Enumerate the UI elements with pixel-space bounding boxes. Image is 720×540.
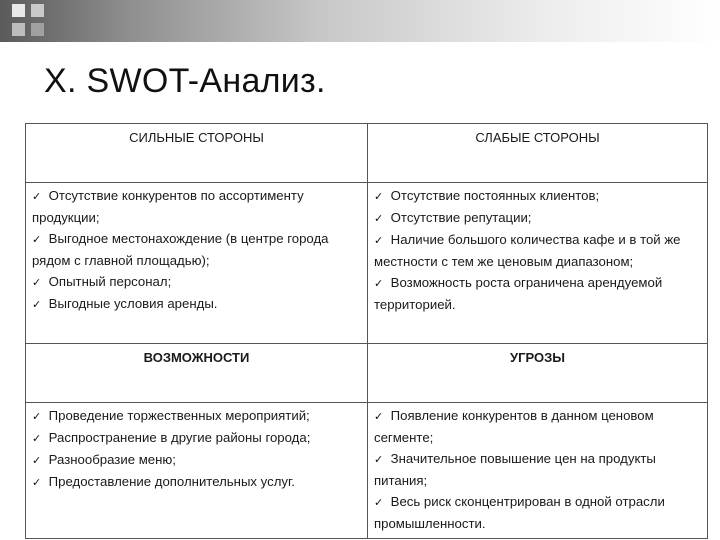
weaknesses-cell bbox=[368, 183, 708, 344]
weaknesses-header bbox=[368, 124, 708, 183]
strengths-header bbox=[26, 124, 368, 183]
list-item-text: Выгодные условия аренды. bbox=[45, 296, 218, 311]
opportunities-cell bbox=[26, 403, 368, 539]
list-item bbox=[32, 427, 363, 449]
check-icon: ✓ bbox=[374, 410, 384, 423]
list-item-text: Проведение торжественных мероприятий; bbox=[45, 408, 310, 423]
threats-list bbox=[374, 405, 703, 534]
check-icon: ✓ bbox=[374, 234, 384, 247]
opportunities-list bbox=[32, 405, 363, 493]
list-item-text: Отсутствие постоянных клиентов; bbox=[387, 188, 600, 203]
list-item bbox=[374, 491, 703, 534]
weaknesses-list bbox=[374, 185, 703, 315]
check-icon: ✓ bbox=[32, 190, 42, 203]
threats-header bbox=[368, 344, 708, 403]
check-icon: ✓ bbox=[374, 212, 384, 225]
check-icon: ✓ bbox=[32, 276, 42, 289]
opportunities-header-label: ВОЗМОЖНОСТИ bbox=[143, 350, 250, 365]
check-icon: ✓ bbox=[32, 432, 42, 445]
threats-cell bbox=[368, 403, 708, 539]
list-item bbox=[374, 448, 703, 491]
check-icon: ✓ bbox=[374, 190, 384, 203]
swot-table bbox=[25, 123, 708, 539]
list-item bbox=[32, 293, 363, 315]
check-icon: ✓ bbox=[32, 233, 42, 246]
swot-body-row bbox=[26, 403, 708, 539]
check-icon: ✓ bbox=[374, 277, 384, 290]
list-item-text: Опытный персонал; bbox=[45, 274, 172, 289]
list-item-text: Выгодное местонахождение (в центре города рядом с главной площадью); bbox=[32, 231, 329, 268]
swot-header-row bbox=[26, 124, 708, 183]
check-icon: ✓ bbox=[32, 454, 42, 467]
list-item bbox=[32, 471, 363, 493]
list-item-text: Отсутствие конкурентов по ассортименту продукции; bbox=[32, 188, 304, 225]
list-item-text: Значительное повышение цен на продукты питания; bbox=[374, 451, 656, 488]
list-item bbox=[32, 185, 363, 228]
check-icon: ✓ bbox=[32, 410, 42, 423]
list-item bbox=[32, 449, 363, 471]
list-item-text: Распространение в другие районы города; bbox=[45, 430, 311, 445]
swot-header-row bbox=[26, 344, 708, 403]
strengths-list bbox=[32, 185, 363, 315]
list-item-text: Наличие большого количества кафе и в той же местности с тем же ценовым диапазоном; bbox=[374, 232, 681, 269]
strengths-header-label: СИЛЬНЫЕ СТОРОНЫ bbox=[129, 130, 264, 145]
list-item-text: Весь риск сконцентрирован в одной отрасли промышленности. bbox=[374, 494, 665, 531]
list-item-text: Появление конкурентов в данном ценовом сегменте; bbox=[374, 408, 654, 445]
decor-square bbox=[31, 4, 44, 17]
list-item bbox=[32, 405, 363, 427]
opportunities-header bbox=[26, 344, 368, 403]
list-item bbox=[374, 405, 703, 448]
list-item bbox=[374, 207, 703, 229]
list-item-text: Предоставление дополнительных услуг. bbox=[45, 474, 295, 489]
list-item bbox=[374, 272, 703, 315]
check-icon: ✓ bbox=[374, 496, 384, 509]
check-icon: ✓ bbox=[32, 476, 42, 489]
slide-header-bar bbox=[0, 0, 720, 42]
list-item bbox=[32, 271, 363, 293]
list-item-text: Разнообразие меню; bbox=[45, 452, 176, 467]
list-item bbox=[374, 185, 703, 207]
decor-square bbox=[12, 23, 25, 36]
weaknesses-header-label: СЛАБЫЕ СТОРОНЫ bbox=[475, 130, 600, 145]
page-title: X. SWOT-Анализ. bbox=[44, 62, 326, 100]
check-icon: ✓ bbox=[32, 298, 42, 311]
list-item-text: Отсутствие репутации; bbox=[387, 210, 532, 225]
swot-body-row bbox=[26, 183, 708, 344]
threats-header-label: УГРОЗЫ bbox=[510, 350, 565, 365]
check-icon: ✓ bbox=[374, 453, 384, 466]
list-item-text: Возможность роста ограничена арендуемой территорией. bbox=[374, 275, 663, 312]
decor-square bbox=[12, 4, 25, 17]
strengths-cell bbox=[26, 183, 368, 344]
decor-square bbox=[31, 23, 44, 36]
list-item bbox=[32, 228, 363, 271]
list-item bbox=[374, 229, 703, 272]
